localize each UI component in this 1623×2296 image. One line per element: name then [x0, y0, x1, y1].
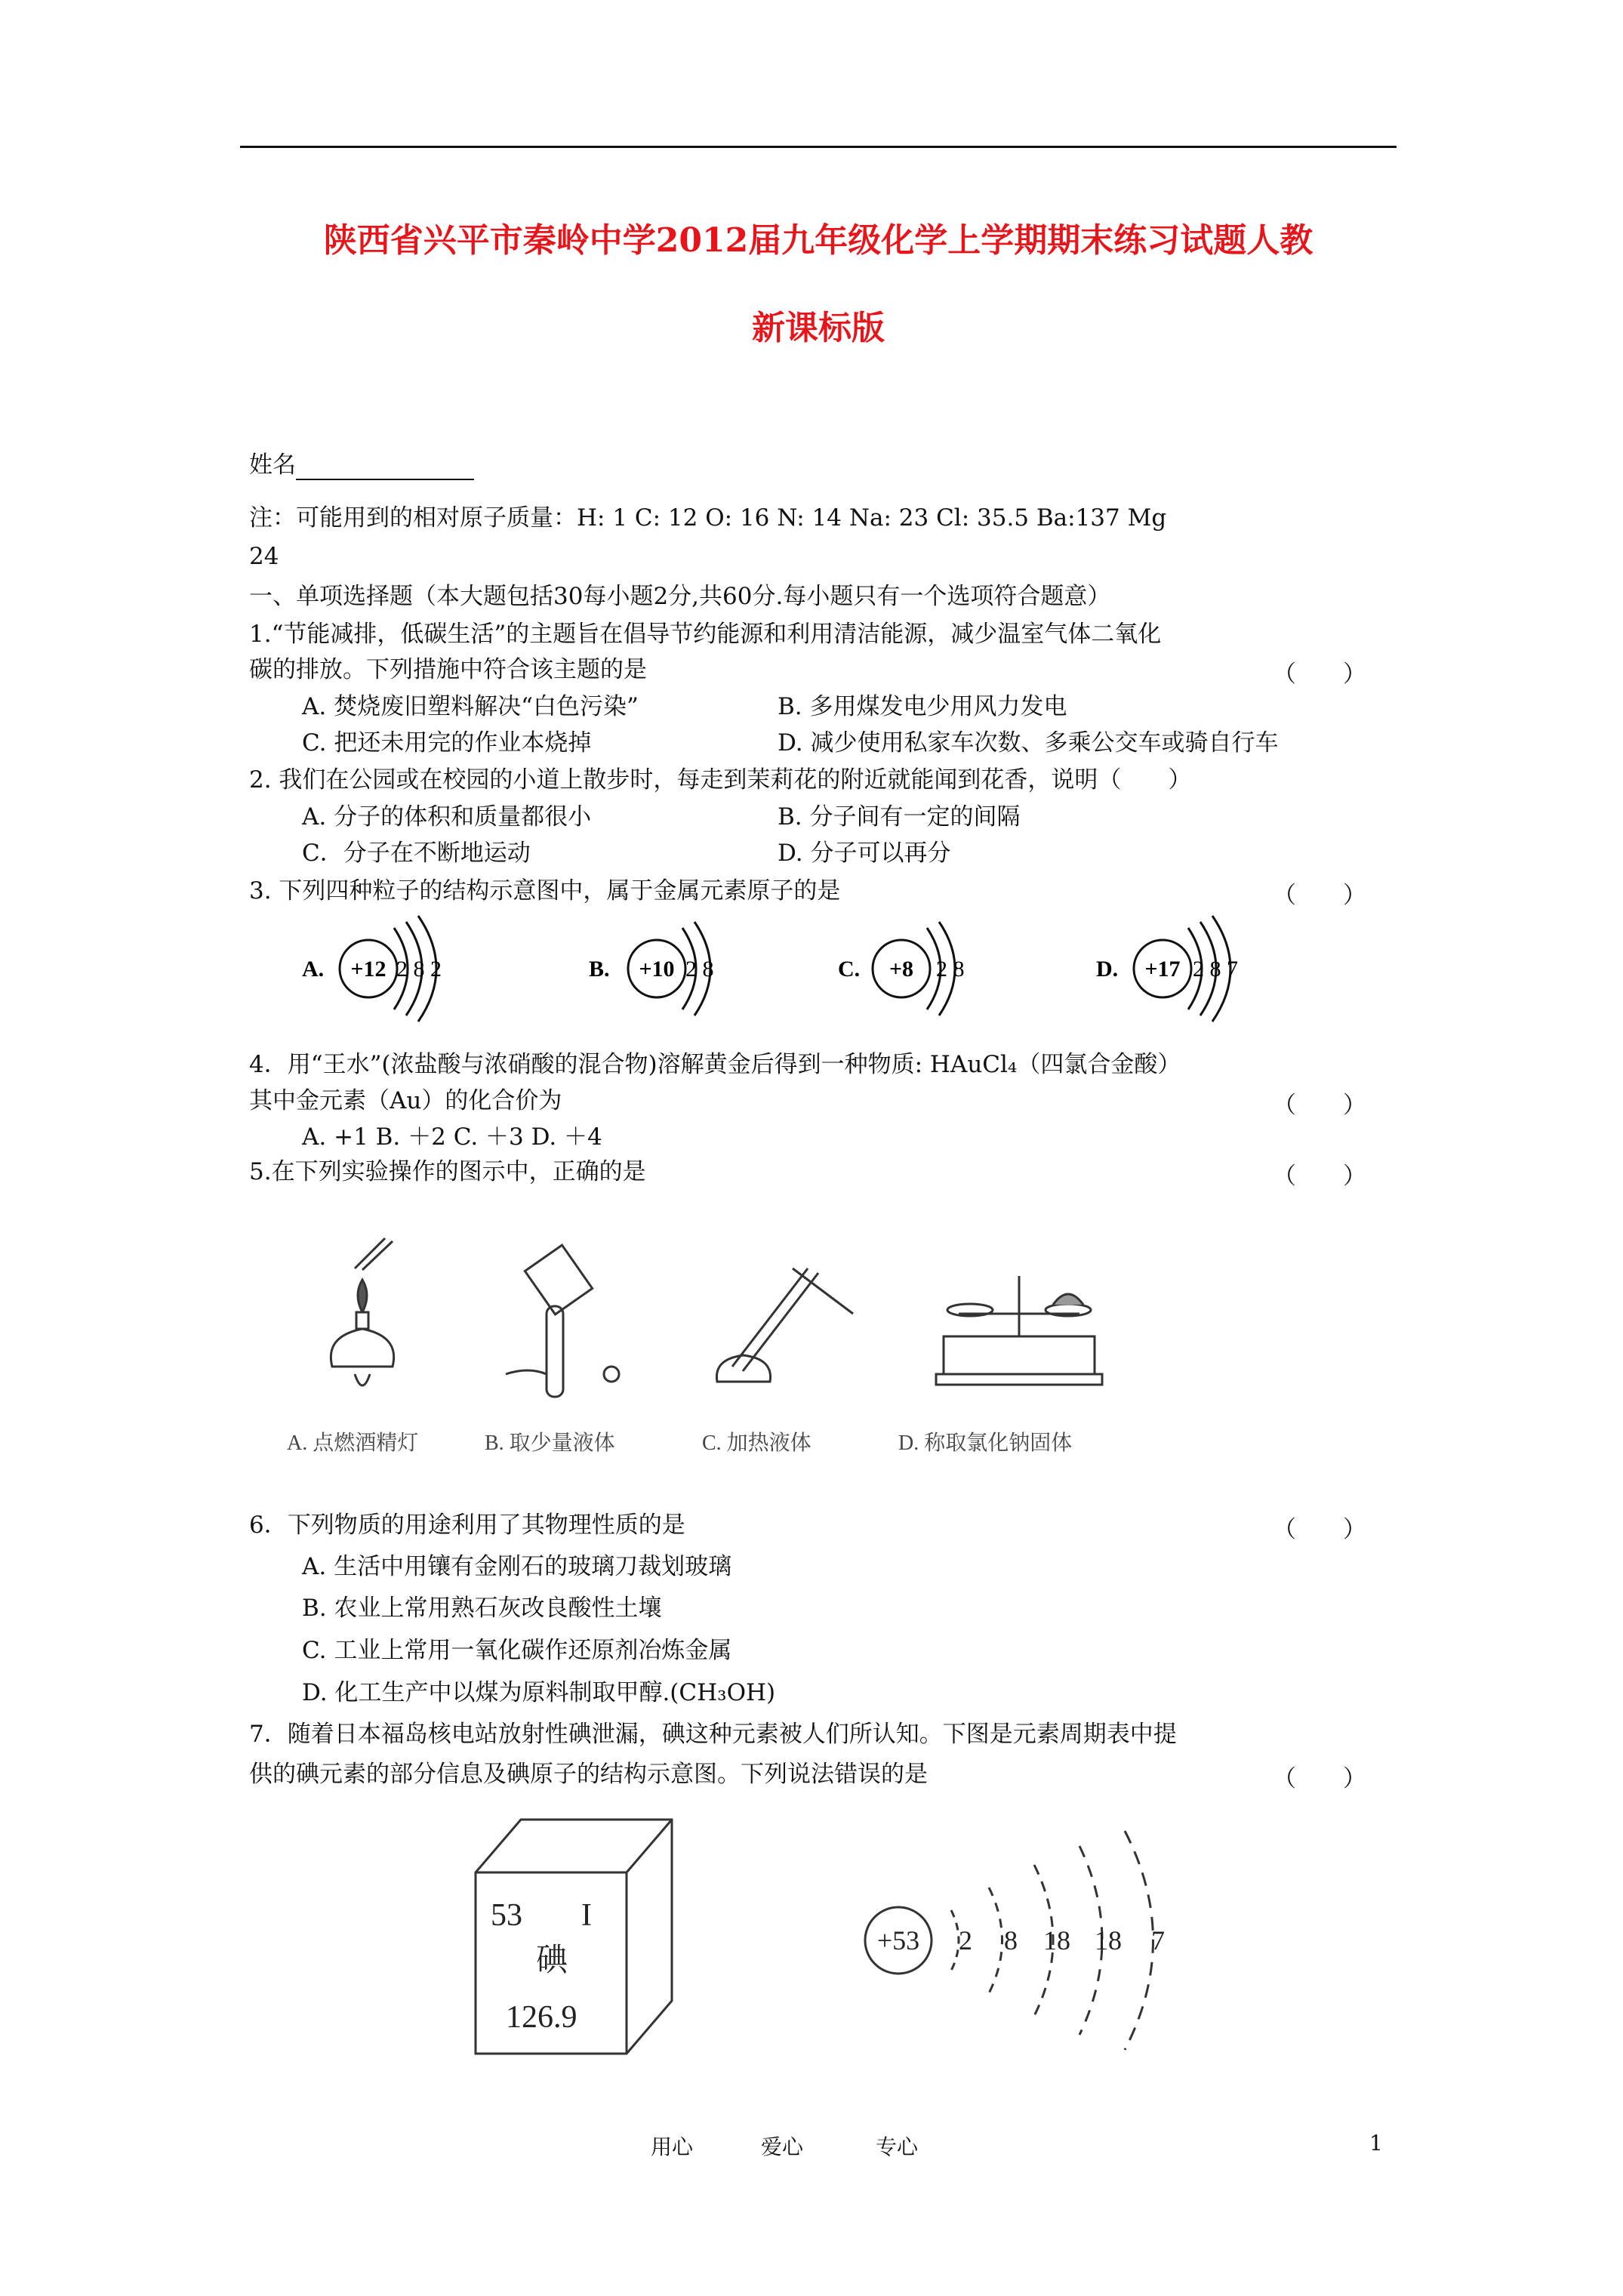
q6-option-a: A. 生活中用镶有金刚石的玻璃刀裁划玻璃 — [302, 1553, 732, 1580]
q3-atom-diagrams — [287, 910, 1374, 1023]
q2-option-d: D. 分子可以再分 — [778, 840, 951, 867]
q3-atom-a-nucleus: +12 — [350, 957, 387, 982]
q1-stem-line2: 碳的排放。下列措施中符合该主题的是 — [249, 656, 647, 683]
q3-atom-b — [589, 922, 714, 1015]
q3-atom-a-shells: 2 8 2 — [396, 957, 442, 982]
q3-atom-b-shells: 2 8 — [685, 957, 714, 982]
q3-atom-a — [302, 916, 442, 1022]
q1-answer-blank[interactable]: （ ） — [1273, 661, 1366, 688]
name-label: 姓名 — [249, 451, 296, 479]
q4-answer-blank[interactable]: （ ） — [1273, 1092, 1366, 1119]
q5-alcohol-lamp-figure — [331, 1238, 393, 1385]
top-rule — [240, 146, 1397, 148]
q4-options: A. +1 B. ＋2 C. ＋3 D. ＋4 — [302, 1123, 602, 1151]
q1-option-d: D. 减少使用私家车次数、多乘公交车或骑自行车 — [778, 729, 1279, 757]
q7-answer-blank[interactable]: （ ） — [1273, 1765, 1366, 1792]
footer-motto-2: 爱心 — [761, 2134, 804, 2159]
q5-balance-figure — [936, 1276, 1102, 1385]
q5-pour-liquid-figure — [506, 1245, 619, 1397]
iodine-shell-1: 2 — [959, 1925, 972, 1955]
atomic-mass-note-cont: 24 — [249, 543, 279, 570]
iodine-periodic-table-cell — [468, 1812, 679, 2061]
footer-motto-1: 用心 — [651, 2134, 694, 2159]
q1-option-a: A. 焚烧废旧塑料解决“白色污染” — [302, 693, 639, 720]
q3-atom-d — [1096, 916, 1238, 1022]
q5-caption-b: B. 取少量液体 — [485, 1432, 615, 1455]
q2-option-a: A. 分子的体积和质量都很小 — [302, 803, 592, 831]
q7-stem-line2: 供的碘元素的部分信息及碘原子的结构示意图。下列说法错误的是 — [249, 1761, 928, 1788]
q7-stem-line1: 7．随着日本福岛核电站放射性碘泄漏，碘这种元素被人们所认知。下图是元素周期表中提 — [249, 1721, 1177, 1748]
name-blank[interactable] — [296, 456, 474, 480]
q5-caption-d: D. 称取氯化钠固体 — [898, 1432, 1073, 1455]
q5-answer-blank[interactable]: （ ） — [1273, 1163, 1366, 1190]
page-title-line1: 陕西省兴平市秦岭中学2012届九年级化学上学期期末练习试题人教 — [323, 221, 1313, 260]
iodine-atomic-mass: 126.9 — [506, 2000, 577, 2035]
q1-option-b: B. 多用煤发电少用风力发电 — [778, 693, 1067, 720]
page-title-line2: 新课标版 — [752, 309, 885, 347]
q5-lab-operation-figures — [279, 1223, 1155, 1465]
q3-atom-a-label: A. — [302, 957, 325, 982]
q3-atom-d-shells: 2 8 7 — [1193, 957, 1238, 982]
q2-option-c: C．分子在不断地运动 — [302, 840, 531, 867]
q6-stem: 6．下列物质的用途利用了其物理性质的是 — [249, 1512, 685, 1539]
q1-stem-line1: 1.“节能减排，低碳生活”的主题旨在倡导节约能源和利用清洁能源，减少温室气体二氧化 — [249, 621, 1162, 648]
q6-option-c: C. 工业上常用一氧化碳作还原剂冶炼金属 — [302, 1637, 732, 1664]
q5-stem: 5.在下列实验操作的图示中，正确的是 — [249, 1158, 646, 1185]
q3-stem: 3. 下列四种粒子的结构示意图中，属于金属元素原子的是 — [249, 877, 841, 905]
footer-motto-3: 专心 — [876, 2134, 919, 2159]
q3-atom-c-shells: 2 8 — [936, 957, 965, 982]
iodine-name: 碘 — [536, 1943, 568, 1978]
q3-atom-d-nucleus: +17 — [1144, 957, 1181, 982]
page-number: 1 — [1369, 2131, 1383, 2156]
q3-atom-c-nucleus: +8 — [888, 957, 914, 982]
iodine-nucleus: +53 — [876, 1925, 920, 1955]
iodine-atom-structure — [845, 1827, 1268, 2054]
q3-atom-d-label: D. — [1096, 957, 1119, 982]
iodine-shell-4: 18 — [1095, 1925, 1122, 1955]
q3-atom-c — [838, 922, 965, 1015]
section1-header: 一、单项选择题（本大题包括30每小题2分,共60分.每小题只有一个选项符合题意） — [249, 583, 1111, 610]
q2-option-b: B. 分子间有一定的间隔 — [778, 803, 1021, 831]
q1-option-c: C. 把还未用完的作业本烧掉 — [302, 729, 592, 757]
q3-answer-blank[interactable]: （ ） — [1273, 882, 1366, 909]
q4-stem-line1: 4．用“王水”(浓盐酸与浓硝酸的混合物)溶解黄金后得到一种物质: HAuCl₄（四氯合金酸） — [249, 1051, 1181, 1078]
iodine-shell-5: 7 — [1151, 1925, 1165, 1955]
atomic-mass-note: 注：可能用到的相对原子质量：H: 1 C: 12 O: 16 N: 14 Na: 23 Cl: 35.5 Ba:137 Mg — [249, 504, 1167, 532]
q3-atom-b-label: B. — [589, 957, 610, 982]
q5-caption-a: A. 点燃酒精灯 — [287, 1432, 419, 1455]
q5-caption-c: C. 加热液体 — [702, 1432, 812, 1455]
q6-answer-blank[interactable]: （ ） — [1273, 1516, 1366, 1543]
q6-option-d: D. 化工生产中以煤为原料制取甲醇.(CH₃OH) — [302, 1679, 776, 1706]
iodine-shell-2: 8 — [1004, 1925, 1018, 1955]
q3-atom-c-label: C. — [838, 957, 861, 982]
iodine-symbol: I — [581, 1898, 592, 1933]
iodine-shell-3: 18 — [1043, 1925, 1070, 1955]
q5-heat-liquid-figure — [716, 1268, 853, 1382]
q6-option-b: B. 农业上常用熟石灰改良酸性土壤 — [302, 1595, 662, 1622]
iodine-atomic-number: 53 — [491, 1898, 522, 1933]
q2-stem: 2. 我们在公园或在校园的小道上散步时，每走到茉莉花的附近就能闻到花香，说明（ ） — [249, 766, 1192, 794]
q3-atom-b-nucleus: +10 — [639, 957, 675, 982]
q4-stem-line2: 其中金元素（Au）的化合价为 — [249, 1087, 562, 1114]
name-field — [249, 450, 474, 480]
